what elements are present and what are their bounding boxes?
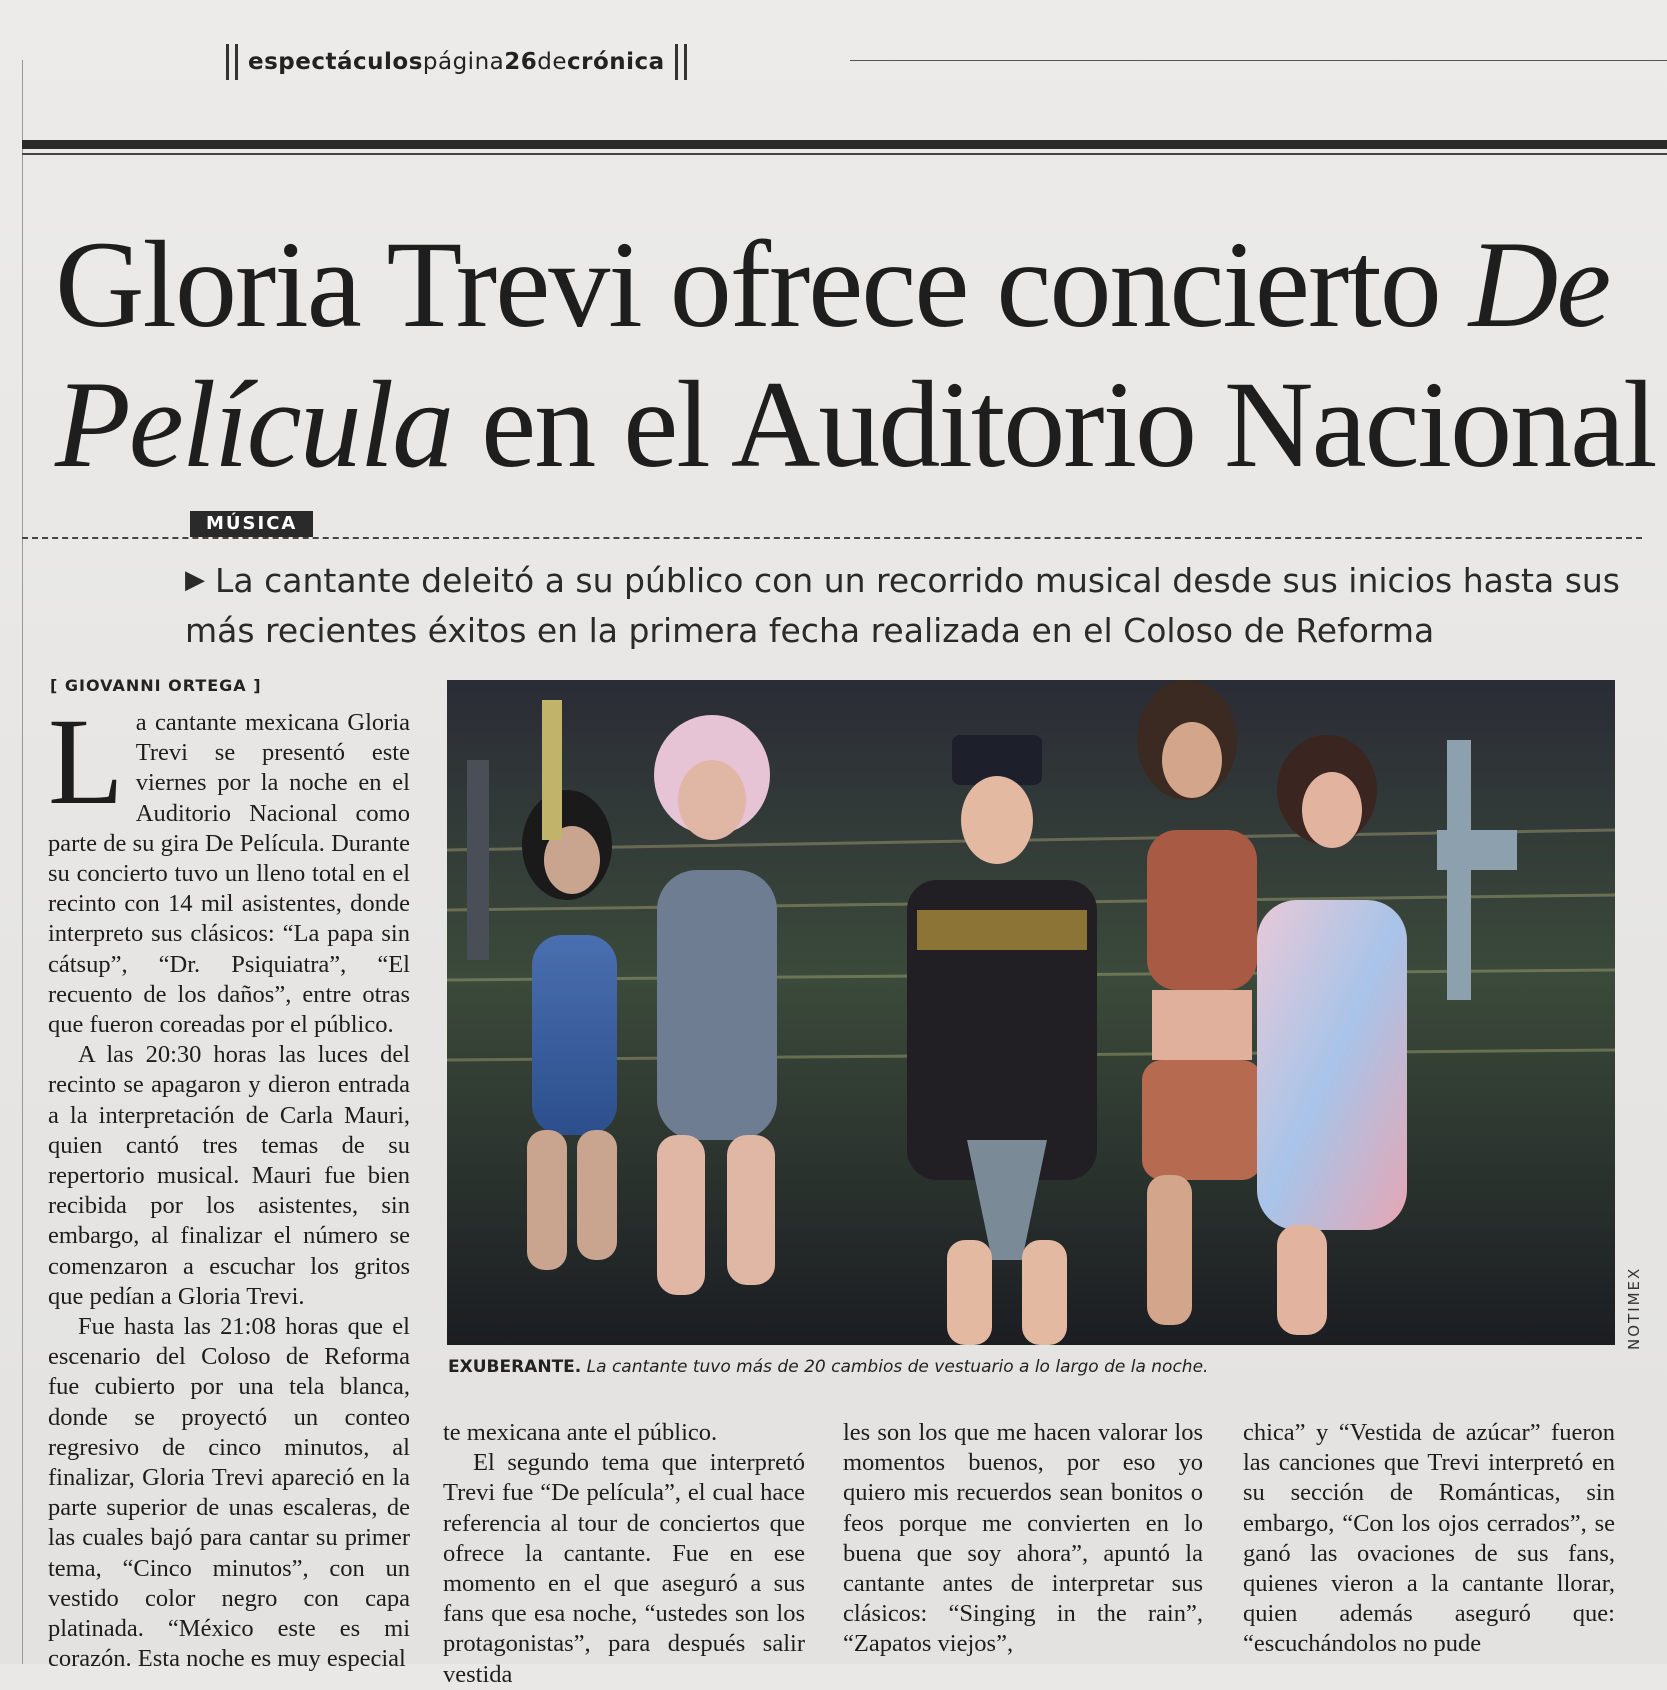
folio-de: de: [537, 49, 568, 75]
caption-text: La cantante tuvo más de 20 cambios de vestuario a lo largo de la noche.: [581, 1357, 1209, 1377]
photo-caption: [448, 1357, 1208, 1377]
headline-line-1-italic: De: [1468, 216, 1610, 353]
page-edge-line: [22, 60, 23, 1664]
headline-line-2-text: en el Auditorio Nacional: [452, 356, 1656, 493]
paragraph: chica” y “Vestida de azúcar” fueron las canciones que Trevi interpretó en su sección de Románticas, sin embargo, “Con los ojos cerrados”, se ganó las ovaciones de sus fans, quienes vieron a la cantante llorar, quien además aseguró que: “escuchándolos no pude: [1243, 1419, 1615, 1658]
article-column-4: [1243, 1418, 1615, 1660]
headline-line-2: [55, 355, 1656, 495]
folio-rule: [850, 60, 1667, 61]
drop-cap: L: [48, 693, 124, 830]
paragraph: les son los que me hacen valorar los momentos buenos, por eso yo quiero mis recuerdos sean bonitos o feos porque me convierten en lo buena que soy ahora”, apuntó la cantante antes de interpretar sus clásicos: “Singing in the rain”, “Zapatos viejos”,: [843, 1419, 1203, 1658]
paragraph: Fue hasta las 21:08 horas que el escenario del Coloso de Reforma fue cubierto por una tela blanca, donde se proyectó un conteo regresivo de cinco minutos, al finalizar, Gloria Trevi apareció en la parte superior de unas escaleras, de las cuales bajó para cantar su primer tema, “Cinco minutos”, con un vestido color negro con capa platinada. “México este es mi corazón. Esta noche es muy especial: [48, 1313, 410, 1673]
paragraph-text: a cantante mexicana Gloria Trevi se presentó este viernes por la noche en el Auditorio Nacional como parte de su gira De Película. Durante su concierto tuvo un lleno total en el recinto con 14 mil asistentes, donde interpreto sus clásicos: “La papa sin cátsup”, “Dr. Psiquiatra”, “El recuento de los daños”, entre otras que fueron coreadas por el público.: [48, 709, 410, 1039]
headline-line-1-text: Gloria Trevi ofrece concierto: [55, 216, 1469, 353]
deck-text: La cantante deleitó a su público con un recorrido musical desde sus inicios hasta sus más recientes éxitos en la primera fecha realizada en el Coloso de Reforma: [185, 561, 1620, 650]
folio-bars-left: [226, 44, 238, 80]
headline-line-1: [55, 215, 1615, 355]
byline: [ GIOVANNI ORTEGA ]: [50, 676, 262, 695]
header-thin-rule: [22, 153, 1667, 155]
concert-photo-illustration: [447, 680, 1615, 1345]
headline: [55, 215, 1656, 495]
folio-bars-right: [675, 44, 687, 80]
headline-line-2-italic: Película: [55, 356, 453, 493]
paragraph: El segundo tema que interpretó Trevi fue “De película”, el cual hace referencia al tour de conciertos que ofrece la cantante. Fue en ese momento en el que aseguró a sus fans que esa noche, “ustedes son los protagonistas”, para después salir vestida: [443, 1449, 805, 1688]
deck: [185, 555, 1625, 656]
article-column-2: [443, 1418, 805, 1690]
folio-page-number: 26: [504, 49, 538, 75]
dashed-rule: [22, 537, 1642, 539]
folio-paper-name: crónica: [567, 49, 665, 75]
paragraph: [48, 693, 410, 1040]
caption-lead: EXUBERANTE.: [448, 1357, 582, 1377]
article-column-1: [48, 693, 410, 1675]
deck-arrow-icon: ▶: [185, 565, 205, 595]
section-tag: MÚSICA: [190, 511, 313, 537]
paragraph: A las 20:30 horas las luces del recinto se apagaron y dieron entrada a la interpretación de Carla Mauri, quien cantó tres temas de su repertorio musical. Mauri fue bien recibida por los asistentes, sin embargo, al finalizar el número se comenzaron a escuchar los gritos que pedían a Gloria Trevi.: [48, 1041, 410, 1310]
paragraph: te mexicana ante el público.: [443, 1419, 718, 1446]
folio-section: espectáculos: [248, 49, 423, 75]
folio-text: [248, 49, 665, 75]
folio-page-word: página: [422, 49, 505, 75]
header-thick-rule: [22, 140, 1667, 149]
folio-header: [226, 44, 687, 80]
article-column-3: [843, 1418, 1203, 1660]
concert-photo: [447, 680, 1615, 1345]
photo-credit: NOTIMEX: [1625, 1266, 1643, 1350]
